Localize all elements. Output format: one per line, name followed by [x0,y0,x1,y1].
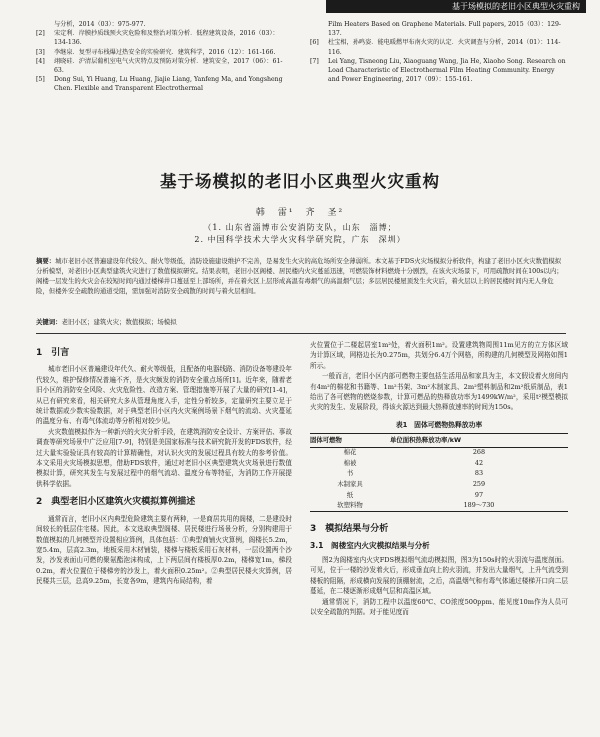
references-right [310,20,568,84]
paragraph: 通常而言，老旧小区内典型危险建筑主要有两种，一是商居共用的阁楼，二是建设时间较长的低层住宅楼。因此，本文选取典型阁楼、居民楼进行场景分析，分别构建用于数值模拟的几何模型并设置相应算例，具体包括：①典型商铺火灾算例，阁楼长5.2m，宽5.4m，层高2.3m，地板采用木材铺装，楼梯与楼板采用石灰材料，一层设置两个沙发，沙发表面山可燃的聚氨酯泡沫构成，上下两层间有楼板厚0.2m，楼梯宽1m，梯段0.2m，着火位置位于楼梯旁的沙发上，着火面积0.25m²。②典型居民楼火灾算例，居民楼共三层，总高9.25m，长宽各9m，建筑内布局结构，着 [36,514,292,586]
keywords [36,317,566,326]
keywords-label: 关键词： [36,318,62,326]
table-header: 固体可燃物 [310,434,390,447]
table-row: 木制家具 259 [337,479,486,488]
abstract-label: 摘要： [36,257,56,265]
paragraph: 图2为阁楼室内火灾FDS模拟烟气流动模拟图，图3为150s时的火羽流与温度剖面。可见，位于一楼的沙发着火后，形成垂直向上的火羽流，并发出大量烟气，上升气流受到楼板的阻隔，形成横向发展的顶棚射流，之后，高温烟气和有毒气体通过楼梯开口向二层蔓延，在二楼逐渐形成烟气层和高温区域。 [310,556,568,596]
reference-item: [6] 杜宝相，孙鸣姿．能电暖燃甲布南火灾的认定．火灾调查与分析，2014（01）：114-116. [310,39,561,56]
table-header: 单位面积热释放功率/kW [390,434,568,447]
abstract [36,256,566,296]
paragraph: 城市老旧小区普遍建设年代久、耐火等级低，且配备的电器线路、消防设备等建设年代较久，维护保修情况普遍不齐，是火灾频发的消防安全重点场所[1]。近年来，随着老旧小区的消防安全风险、火灾危险性、改造方案、管理措施等开展了大量的研究[1-4]，从已有研究来看，相关研究大多从管理角度入手，定性分析较多，定量研究主要立足于统计数据或少数实验数据，对于典型老旧小区内火灾案例场景下烟气的流动、火灾蔓延的温度分布、有毒气体流动等分析相对较少见。 [36,365,292,426]
table-row: 书 83 [346,469,484,478]
affiliation-line: （1. 山东省淄博市公安消防支队，山东 淄博； [203,223,397,232]
left-column [36,340,292,587]
running-header: 基于场模拟的老旧小区典型火灾重构 [326,0,586,13]
reference-item: 与分析，2014（03）：975-977. [54,21,146,28]
reference-item: [4] 翊晓硅．沪清层葡机室电气火灾特点及预防对策分析．建筑安全，2017（06）：61-63. [36,57,283,75]
divider [36,333,566,334]
affiliations [0,222,600,246]
affiliation-line: 2. 中国科学技术大学火灾科学研究院，广东 深圳） [194,235,406,244]
paragraph: 火灾数值模拟作为一种新兴的火灾分析手段，在建筑消防安全设计、方案评估、事故调查等研究场景中广泛应用[7-9]，特别是美国家标准与技术研究院开发的FDS软件，经过大量实验验证具有较高的计算精确性，对认识火灾的发展过程具有较大的参考价值。本文采用火灾场模拟思想，借助FDS软件，通过对老旧小区典型建筑火灾场景进行数值模拟计算，研究其发生与发展过程中的烟气流动、温度分布等特征，为消防工作开展提供科学依据。 [36,427,292,488]
authors: 韩 雷¹ 齐 圣² [255,208,345,218]
table-row: 棉花 268 [343,448,486,457]
abstract-text: 城市老旧小区普遍建设年代较久、耐火等级低，消防设施建设维护不完善，是易发生火灾的高危场所安全薄弱所。本文基于FDS火灾场模拟分析软件，构建了老旧小区火灾数值模拟分析模型，对老旧小区典型建筑火灾进行了数值模拟研究。结果表明，老旧小区阁楼、居民楼内火灾蔓延迅速，可燃装饰材料燃烧十分剧烈，在该火灾场景下，可用疏散时间在100s以内；阁楼一层发生的火灾会在较短时间内通过楼梯井口蔓延至上部场所，并在着火区上层形成高温有毒烟气的高温烟气层；多层居民楼屋顶发生火灾后，着火层以上的居民楼时间内无人身危险，但楼外安全疏散的通道受阻，需加强对消防安全疏散的时间与着火层相间。 [36,257,563,295]
combustibles-table [310,433,568,512]
table-row: 纸 97 [346,490,484,499]
section-heading: 1 引言 [36,348,70,358]
right-column [310,340,568,617]
table-row: 软塑料物 189～730 [310,501,568,512]
section-heading: 3 模拟结果与分析 [310,524,389,535]
reference-item: [2] 宋定利．岸膜抄质线预火灾危险和及整治对策分析．低程建筑设备，2016（03）：134-136. [36,30,279,47]
reference-item: [5] Dong Sui, Yi Huang, Lu Huang, Jiajie Liang, Yanfeng Ma, and Yongsheng Chen. Flexible and Transparent Electrothermal [36,76,283,93]
table-row: 棉被 42 [343,458,484,467]
reference-item: [7] Lei Yang, Tisneong Liu, Xiaoguang Wang, Jia He, Xiaoho Song. Research on Load Characteristic of Electrothermal Film Heating Community. Energy and Power Engineering, 2017（09）：155-161. [310,57,566,84]
paper-title: 基于场模拟的老旧小区典型火灾重构 [160,172,440,191]
subsection-heading: 3.1 阁楼室内火灾模拟结果与分析 [310,540,430,550]
paragraph: 通常情况下，消防工程中以温度60℃、CO浓度500ppm、能见度10m作为人员可以安全疏散的判据。对于能见度而 [310,597,568,617]
references-left [36,20,288,94]
paragraph: 一般而言，老旧小区内部可燃物主要包括生活用品和家具为主，本文假设着火房间内有4m²的棉花和书籍等、1m²书架、3m²木制家具、2m²塑料制品和2m²纸质制品，表1给出了各可燃物的燃烧参数，计算可燃品的热释放功率为1499kW/m²，采用t²模型模拟火灾的发生、发展阶段，得该火源达到最大热释放速率的时间为150s。 [310,372,568,412]
table-caption: 表1 固体可燃物热释放功率 [395,420,483,429]
section-heading: 2 典型老旧小区建筑火灾模拟算例描述 [36,497,196,508]
reference-item: [3] 李继泉．复型寻布栈爆过热安全的实验研究．建筑科学，2016（12）：161-166. [36,48,276,56]
paragraph: 火位置位于二楼起居室1m²处，着火面积1m²。设置建筑物周围11m见方的立方体区域为计算区域，网格边长为0.275m，共划分6.4万个网格，所构建的几何模型及网格如图1所示。 [310,341,568,370]
reference-item: Film Heaters Based on Graphene Materials. Full papers, 2015（03）：129-137. [328,21,561,38]
keywords-text: 老旧小区；建筑火灾；数值模拟；场模拟 [61,318,177,326]
